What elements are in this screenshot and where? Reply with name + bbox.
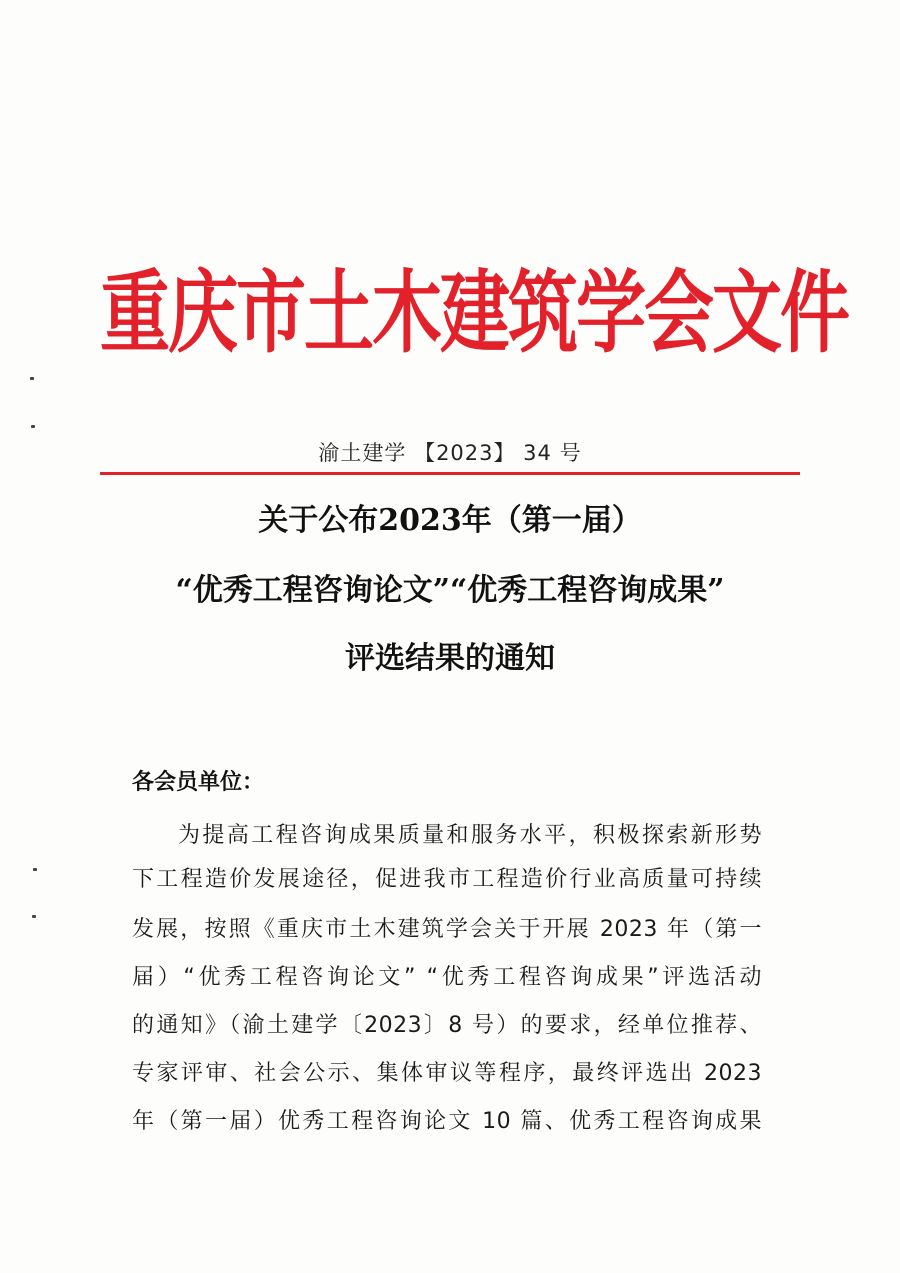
salutation: 各会员单位： [132, 770, 265, 795]
body-line: 届）“优秀工程咨询论文” “优秀工程咨询成果”评选活动 [132, 965, 762, 990]
body-line: 的通知》（渝土建学〔2023〕8 号）的要求，经单位推荐、 [132, 1013, 762, 1038]
scan-speck [31, 425, 35, 428]
notice-title-line-1: 关于公布2023年（第一届） [258, 503, 642, 538]
header-red-rule [100, 472, 800, 475]
body-line: 发展，按照《重庆市土木建筑学会关于开展 2023 年（第一 [132, 917, 762, 942]
scan-speck [30, 377, 34, 380]
document-header-title: 重庆市土木建筑学会文件 [100, 259, 848, 366]
scan-speck [33, 868, 37, 871]
document-number: 渝土建学 【2023】 34 号 [318, 441, 582, 465]
body-line: 年（第一届）优秀工程咨询论文 10 篇、优秀工程咨询成果 [132, 1109, 762, 1134]
body-line: 为提高工程咨询成果质量和服务水平，积极探索新形势 [178, 823, 762, 848]
body-line: 专家评审、社会公示、集体审议等程序，最终评选出 2023 [132, 1061, 762, 1086]
notice-title-line-3: 评选结果的通知 [345, 641, 555, 676]
scan-speck [32, 915, 36, 918]
body-line: 下工程造价发展途径，促进我市工程造价行业高质量可持续 [132, 867, 762, 892]
notice-title-line-2: “优秀工程咨询论文”“优秀工程咨询成果” [175, 573, 725, 608]
